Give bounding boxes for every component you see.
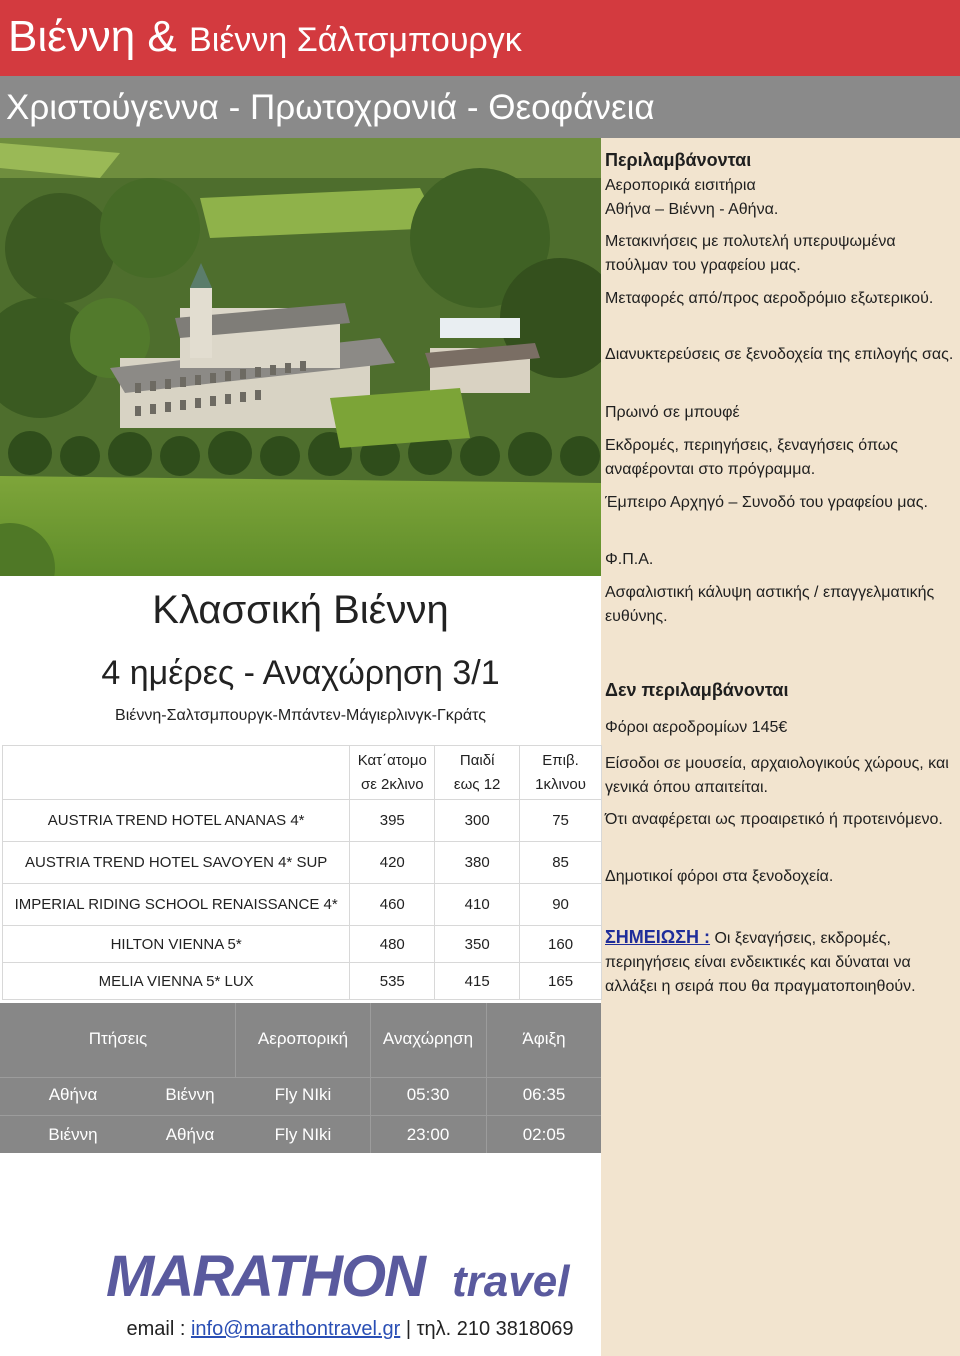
logo-text-marathon: MARATHON <box>106 1244 424 1308</box>
flight-departure: 23:00 <box>406 1125 450 1144</box>
hotel-name: AUSTRIA TREND HOTEL SAVOYEN 4* SUP <box>3 842 350 884</box>
price-double: 535 <box>350 963 435 1000</box>
hotel-name: HILTON VIENNA 5* <box>3 926 350 963</box>
flights-table <box>0 1003 601 1153</box>
price-single: 165 <box>520 963 602 1000</box>
included-item: Μεταφορές από/προς αεροδρόμιο εξωτερικού. <box>605 290 934 307</box>
note-text: Οι ξεναγήσεις, εκδρομές, περιηγήσεις είναι ενδεικτικές και δύναται να αλλάξει η σειρά που θα πραγματοποιηθούν. <box>605 930 916 995</box>
hero-photo <box>0 138 601 576</box>
airline-header: Αεροπορική <box>257 1029 349 1048</box>
price-double: 480 <box>350 926 435 963</box>
price-child: 380 <box>435 842 520 884</box>
price-table <box>2 745 602 1000</box>
table-row <box>3 926 602 963</box>
hotel-name: IMPERIAL RIDING SCHOOL RENAISSANCE 4* <box>3 884 350 926</box>
table-row <box>3 963 602 1000</box>
included-item: Μετακινήσεις με πολυτελή υπερυψωμένα πούλμαν του γραφείου μας. <box>605 233 896 274</box>
flight-departure: 05:30 <box>406 1085 450 1104</box>
divider <box>0 1115 601 1116</box>
included-item: Αθήνα – Βιέννη - Αθήνα. <box>605 201 779 218</box>
tour-name: Κλασσική Βιέννη <box>152 588 449 632</box>
page-title: Βιέννη & Βιέννη Σάλτσμπουργκ <box>8 12 522 61</box>
not-included-item: Ότι αναφέρεται ως προαιρετικό ή προτεινόμενο. <box>605 811 943 828</box>
arrival-header: Άφιξη <box>522 1029 566 1048</box>
table-row <box>3 800 602 842</box>
included-item: Πρωινό σε μπουφέ <box>605 404 740 421</box>
contact-line <box>0 1318 700 1341</box>
flight-airline: Fly NIki <box>274 1125 332 1144</box>
table-row <box>3 884 602 926</box>
divider <box>370 1003 371 1077</box>
child-column-header: Παιδί εως 12 <box>435 746 520 800</box>
price-child: 350 <box>435 926 520 963</box>
hotel-name: MELIA VIENNA 5* LUX <box>3 963 350 1000</box>
flight-airline: Fly NIki <box>274 1085 332 1104</box>
price-single: 160 <box>520 926 602 963</box>
price-child: 300 <box>435 800 520 842</box>
price-child: 415 <box>435 963 520 1000</box>
flight-from: Βιέννη <box>48 1125 98 1144</box>
single-column-header: Επιβ. 1κλινου <box>520 746 602 800</box>
divider <box>0 1077 601 1078</box>
email-link[interactable]: info@marathontravel.gr <box>190 1318 401 1340</box>
price-double: 395 <box>350 800 435 842</box>
not-included-item: Είσοδοι σε μουσεία, αρχαιολογικούς χώρους, και γενικά όπου απαιτείται. <box>605 755 949 796</box>
included-item: Αεροπορικά εισιτήρια <box>605 177 756 194</box>
departure-header: Αναχώρηση <box>382 1029 474 1048</box>
flight-from: Αθήνα <box>48 1085 98 1104</box>
tour-duration: 4 ημέρες - Αναχώρηση 3/1 <box>101 654 500 692</box>
hotel-column-header <box>3 746 350 800</box>
email-label: email : <box>126 1318 191 1340</box>
header-subtitle-bar <box>0 76 960 138</box>
price-double: 460 <box>350 884 435 926</box>
info-panel <box>601 138 960 1356</box>
price-table-header <box>3 746 602 800</box>
flight-to: Αθήνα <box>165 1125 215 1144</box>
price-single: 85 <box>520 842 602 884</box>
price-single: 90 <box>520 884 602 926</box>
included-item: Φ.Π.Α. <box>605 551 654 568</box>
not-included-item: Δημοτικοί φόροι στα ξενοδοχεία. <box>605 868 834 885</box>
included-item: Εκδρομές, περιηγήσεις, ξεναγήσεις όπως αναφέρονται στο πρόγραμμα. <box>605 437 898 478</box>
note-label: ΣΗΜΕΙΩΣΗ : <box>605 927 711 947</box>
price-single: 75 <box>520 800 602 842</box>
hotel-name: AUSTRIA TREND HOTEL ANANAS 4* <box>3 800 350 842</box>
table-row <box>3 842 602 884</box>
header-title-bar <box>0 0 960 76</box>
note <box>605 925 955 999</box>
included-item: Έμπειρο Αρχηγό – Συνοδό του γραφείου μας. <box>605 494 928 511</box>
divider <box>235 1003 236 1077</box>
phone-text: | τηλ. 210 3818069 <box>400 1318 574 1340</box>
included-title: Περιλαμβάνονται <box>605 150 752 170</box>
price-double: 420 <box>350 842 435 884</box>
logo-text-travel: travel <box>452 1257 570 1306</box>
flight-arrival: 02:05 <box>522 1125 566 1144</box>
double-column-header: Κατ΄ατομο σε 2κλινο <box>350 746 435 800</box>
price-child: 410 <box>435 884 520 926</box>
marathon-travel-logo <box>104 1244 604 1308</box>
page-subtitle: Χριστούγεννα - Πρωτοχρονιά - Θεοφάνεια <box>6 88 655 127</box>
tour-route: Βιέννη-Σαλτσμπουργκ-Μπάντεν-Μάγιερλινγκ-Γκράτς <box>115 707 486 724</box>
flight-to: Βιέννη <box>165 1085 215 1104</box>
divider <box>486 1003 487 1077</box>
included-item: Ασφαλιστική κάλυψη αστικής / επαγγελματικής ευθύνης. <box>605 584 935 625</box>
not-included-title: Δεν περιλαμβάνονται <box>605 680 789 700</box>
included-item: Διανυκτερεύσεις σε ξενοδοχεία της επιλογής σας. <box>605 346 954 363</box>
not-included-item: Φόροι αεροδρομίων 145€ <box>605 719 788 736</box>
flight-arrival: 06:35 <box>522 1085 566 1104</box>
flights-header: Πτήσεις <box>88 1029 148 1048</box>
